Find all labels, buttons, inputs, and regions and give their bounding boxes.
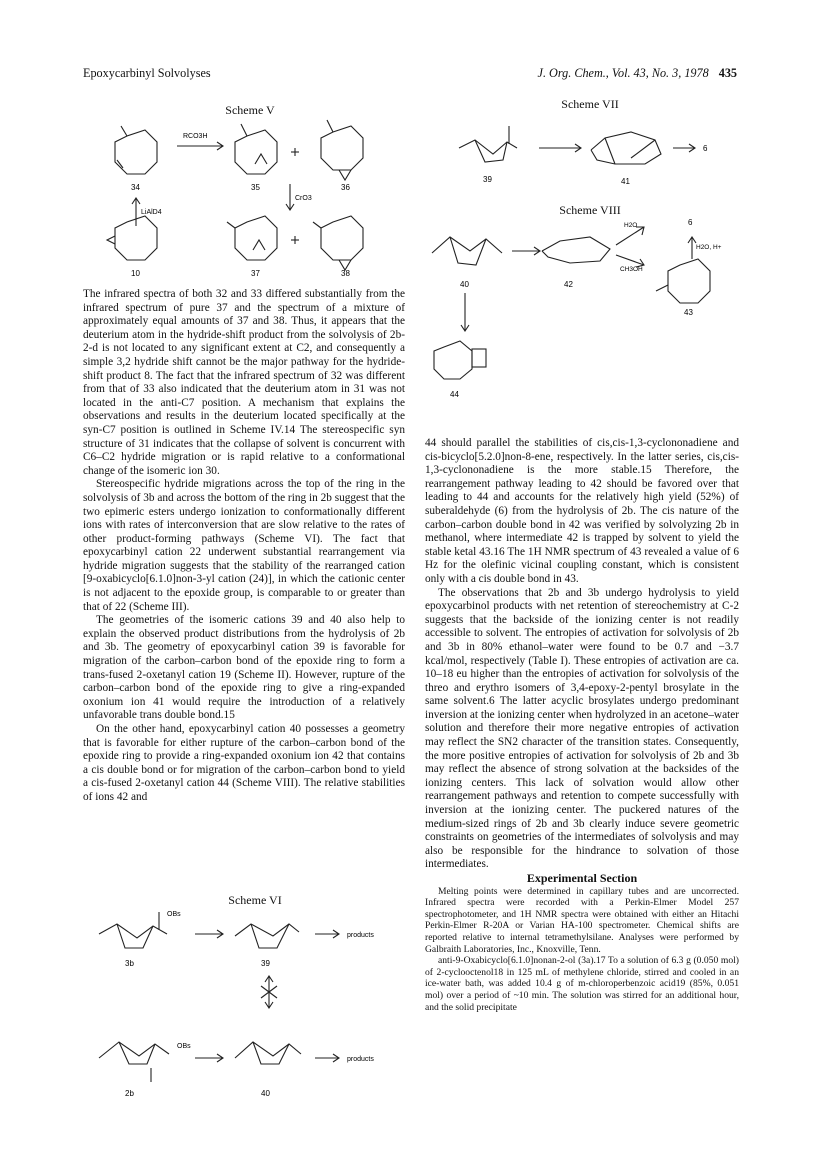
scheme-vi-figure — [95, 908, 405, 1098]
label-obs-2b: OBs — [177, 1043, 191, 1050]
label-2b: 2b — [125, 1089, 134, 1098]
scheme-vii-title: Scheme VII — [561, 97, 619, 111]
running-header-left: Epoxycarbinyl Solvolyses — [83, 66, 211, 80]
reagent-cro3: CrO3 — [295, 195, 312, 202]
right-column — [425, 437, 739, 1013]
label-37: 37 — [251, 269, 260, 278]
reagent-h2o-h: H2O, H+ — [696, 244, 722, 251]
ring-36 — [321, 126, 363, 170]
label-41: 41 — [621, 177, 630, 186]
scheme-v-title: Scheme V — [225, 103, 275, 117]
experimental-section-heading: Experimental Section — [526, 871, 638, 885]
label-40-viii: 40 — [460, 280, 469, 289]
label-42: 42 — [564, 280, 573, 289]
paragraph: Stereospecific hydride migrations across the top of the ring in the solvolysis of 3b and across the bottom of the ring in 2b suggest that the two epimeric esters undergo ionization to conformationally different ions with rates of interconversion that are slow relative to the rates of other product-forming pathways (Scheme VI). The fact that epoxycarbinyl cation 22 underwent substantial rearrangement via hydride migration suggests that the stability of the rearranged cation [9-oxabicyclo[6.1.0]non-3-yl cation (24)], in which the cationic center is not adjacent to the epoxide group, is comparable to or greater than that of 22 (Scheme III). — [83, 478, 405, 613]
running-header-right — [538, 66, 737, 81]
label-39-vii: 39 — [483, 175, 492, 184]
label-40-vi: 40 — [261, 1089, 270, 1098]
ring-37 — [235, 216, 277, 260]
label-10: 10 — [131, 269, 140, 278]
ring-38 — [321, 216, 363, 260]
paragraph: On the other hand, epoxycarbinyl cation 40 possesses a geometry that is favorable for either rupture of the carbon–carbon bond of the epoxide ring to provide a ring-expanded oxonium ion 42 that contains a cis double bond or for migration of the carbon–carbon bond to yield a cis-fused 2-oxetanyl cation 44 (Scheme VIII). The relative stabilities of ions 42 and — [83, 723, 405, 803]
reagent-h2o: H2O — [624, 222, 638, 229]
scheme-viii-figure — [430, 215, 740, 405]
reagent-ch3oh: CH3OH — [620, 266, 643, 273]
label-35: 35 — [251, 183, 260, 192]
label-43: 43 — [684, 308, 693, 317]
label-38: 38 — [341, 269, 350, 278]
scheme-v-figure — [105, 118, 395, 278]
label-products-2: products — [347, 1056, 374, 1063]
scheme-viii-title: Scheme VIII — [559, 203, 621, 217]
reagent-liald4: LiAlD4 — [141, 209, 162, 216]
label-obs-3b: OBs — [167, 911, 181, 918]
label-44: 44 — [450, 390, 459, 399]
scheme-vi-title: Scheme VI — [228, 893, 282, 907]
paragraph: The observations that 2b and 3b undergo hydrolysis to yield epoxycarbinol products with net retention of stereochemistry at C-2 suggests that the backside of the ionizing center is not readily accessible to solvent. The entropies of activation for solvolysis of 2b and 3b in 80% ethanol–water were found to be 0.7 and −3.7 kcal/mol, respectively (Table I). These entropies of activation are ca. 10–18 eu higher than the entropies of activation for solvolysis of the threo and erythro isomers of 3,4-epoxy-2-pentyl brosylate in the same solvent.6 The latter acyclic brosylates undergo predominant inversion at the ionizing center when hydrolyzed in an acetone–water solution and therefore their more negative entropies of activation may reflect the SN2 character of the transition states. Consequently, the more positive entropies of activation for solvolysis of 2b and 3b may reflect the absence of strong solvation at the backsides of the ionizing centers. This lack of solvation would allow other rearrangement pathways and retention to compete successfully with inversion at the ionizing center. The puckered natures of the medium-sized rings of 2b and 3b clearly induce severe geometric constraints on geometries of the intermediates of solvolysis and may also be responsible for the hindrance to solvation of those intermediates. — [425, 586, 739, 871]
label-36: 36 — [341, 183, 350, 192]
page-number: 435 — [718, 66, 737, 80]
left-column — [83, 288, 405, 805]
ring-35 — [235, 130, 277, 174]
journal-citation: J. Org. Chem., Vol. 43, No. 3, 1978 — [537, 66, 709, 80]
experimental-paragraph: anti-9-Oxabicyclo[6.1.0]nonan-2-ol (3a).17 To a solution of 6.3 g (0.050 mol) of 2-cyclooctenol18 in 125 mL of methylene chloride, stirred and cooled in an ice-water bath, was added 10.4 g of m-chloroperbenzoic acid19 (85%, 0.051 mol) over a period of ~10 min. The solution was stirred for an additional hour, and the solid precipitate — [425, 955, 739, 1013]
paragraph: 44 should parallel the stabilities of cis,cis-1,3-cyclononadiene and cis-bicyclo[5.2.0]non-8-ene, respectively. In the latter series, cis,cis-1,3-cyclononadiene is the more stable.15 Therefore, the rearrangement pathway leading to 42 should be favored over that leading to 44 and accounts for the relatively high yield (52%) of suberaldehyde (6) from the hydrolysis of 2b. The cis nature of the carbon–carbon double bond in 42 was verified by solvolyzing 2b in methanol, where intermediate 42 is trapped by solvent to yield the stable ketal 43.16 The 1H NMR spectrum of 43 revealed a value of 6 Hz for the olefinic vicinal coupling constant, which is consistent only with a cis double bond in 43. — [425, 437, 739, 585]
ring-34 — [115, 130, 157, 174]
reagent-rco3h: RCO3H — [183, 133, 208, 140]
scheme-vii-figure — [455, 118, 735, 190]
paragraph: The geometries of the isomeric cations 39 and 40 also help to explain the observed product distributions from the hydrolysis of 2b and 3b. The geometry of epoxycarbinyl cation 39 is favorable for migration of the carbon–carbon bond of the epoxide ring to form a trans-fused 2-oxetanyl cation 19 (Scheme II). However, rupture of the carbon–carbon bond of the epoxide ring to give a ring-expanded oxonium ion 41 would require the introduction of a relatively unfavorable trans double bond.15 — [83, 614, 405, 722]
paragraph: The infrared spectra of both 32 and 33 differed substantially from the infrared spectrum of pure 37 and the spectrum of a mixture of approximately equal amounts of 37 and 38. Thus, it appears that the deuterium atom in the hydride-shift product from the solvolysis of 2b-2-d is not located to any significant extent at C2, and consequently a simple 3,2 hydride shift cannot be the major pathway for the hydride-shift product 8. The fact that the infrared spectrum of 32 was different from that of 33 also indicated that the deuterium atom in 31 was not located in the anti-C7 position. A mechanism that explains the observations and results in the deuterium located specifically at the syn-C7 position is outlined in Scheme IV.14 The stereospecific syn structure of 31 indicates that the collapse of solvent is concurrent with C6–C2 hydride migration or is rapid relative to a conformational change of the isomeric ion 30. — [83, 288, 405, 477]
ring-44 — [434, 341, 472, 379]
label-6-viii: 6 — [688, 218, 693, 227]
label-products-1: products — [347, 932, 374, 939]
ring-43 — [668, 259, 710, 303]
label-39-vi: 39 — [261, 959, 270, 968]
experimental-paragraph: Melting points were determined in capillary tubes and are uncorrected. Infrared spectra were recorded with a Perkin-Elmer Model 257 spectrophotometer, and 1H NMR spectra were obtained with either an Hitachi Perkin-Elmer R-20A or Varian HA-100 spectrometer. Chemical shifts are reported relative to internal tetramethylsilane. Analyses were performed by Galbraith Laboratories, Inc., Knoxville, Tenn. — [425, 885, 739, 955]
label-6-vii: 6 — [703, 144, 708, 153]
label-34: 34 — [131, 183, 140, 192]
label-3b: 3b — [125, 959, 134, 968]
